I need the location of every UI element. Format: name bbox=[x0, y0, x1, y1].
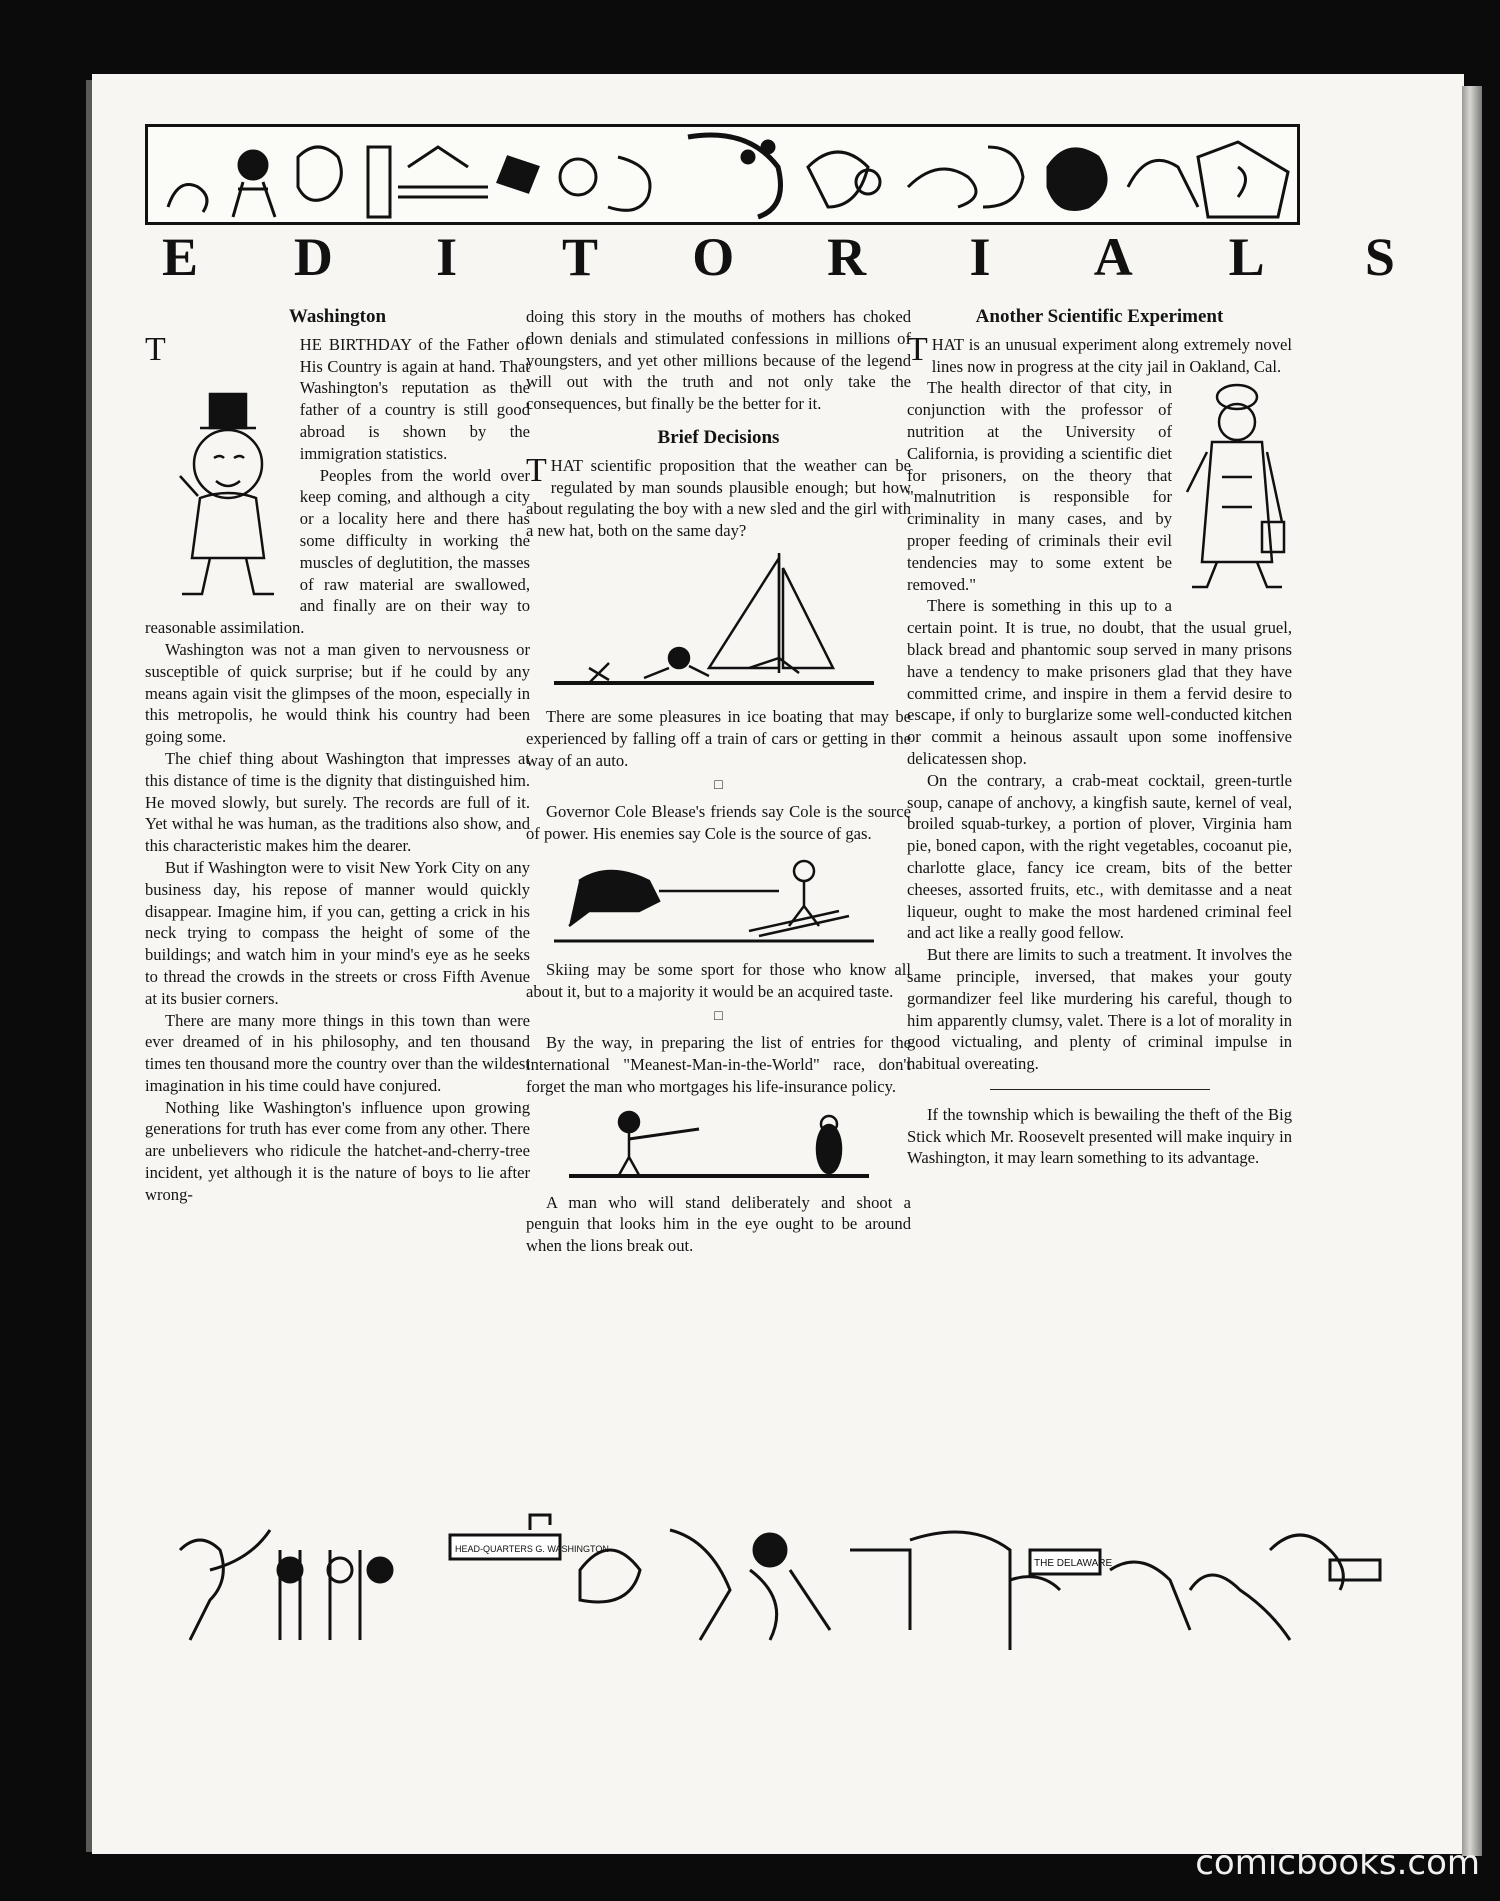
delaware-sign: THE DELAWARE bbox=[1034, 1558, 1113, 1569]
drop-cap: T bbox=[526, 451, 547, 489]
page-gutter bbox=[1462, 86, 1482, 1856]
article-paragraph: There is something in this up to a certain point. It is true, no doubt, that the usual gruel, black bread and phantomic soup served in many prisons have a tendency to make prisoners glad that they have committed crime, and inspire in them a fervid desire to escape, if only to burglarize some well-conducted kitchen or commit a heinous assault upon some inoffensive delicatessen shop. bbox=[907, 596, 1292, 768]
article-paragraph: doing this story in the mouths of mothers has choked down denials and stimulated confessions in millions of youngsters, and yet other millions because of the legend will out with the truth and not only take the consequences, but finally be the better for it. bbox=[526, 307, 911, 414]
cartoon-banner bbox=[145, 124, 1300, 225]
article-paragraph: The health director of that city, in conjunction with the professor of nutrition at the University of California, is providing a scientific diet for prisoners, on the theory that "malnutrition is responsible for criminality in many cases, and by proper feeding of criminals their evil tendencies may to some extent be removed." bbox=[907, 377, 1292, 595]
section-separator: □ bbox=[714, 1009, 723, 1025]
article-paragraph: Peoples from the world over keep coming, and although a city or a locality here and there has some difficulty in working the muscles of deglutition, the masses of raw material are swallowed, and finally are on their way to reasonable assimilation. bbox=[145, 465, 530, 638]
article-title-washington: Washington bbox=[288, 306, 387, 327]
masthead-editorials bbox=[150, 226, 1410, 288]
masthead-letter: D bbox=[293, 227, 333, 287]
column-washington bbox=[145, 306, 530, 1206]
masthead-letter: I bbox=[969, 227, 991, 287]
article-paragraph: Governor Cole Blease's friends say Cole is the source of power. His enemies say Cole is the source of gas. bbox=[526, 802, 911, 843]
article-title-brief-decisions: Brief Decisions bbox=[657, 426, 780, 448]
drop-cap: T bbox=[145, 330, 166, 368]
masthead-letter: A bbox=[1093, 227, 1133, 287]
masthead-letter: I bbox=[436, 227, 458, 287]
article-paragraph: On the contrary, a crab-meat cocktail, green-turtle soup, canape of anchovy, a kingfish saute, kernel of veal, broiled squab-turkey, a portion of plover, Virginia ham pie, boned capon, with the right vegetables, cocoanut pie, charlotte glace, fancy ice cream, bits of the better cheeses, assorted fruits, etc., with demitasse and a neat liqueur, ought to make the most hardened criminal feel and act like a really good fellow. bbox=[907, 770, 1292, 943]
section-separator: □ bbox=[714, 778, 723, 794]
banner-illustration bbox=[148, 127, 1297, 222]
site-watermark: comicbooks.com bbox=[1195, 1843, 1480, 1883]
drop-cap: T bbox=[907, 330, 928, 368]
section-rule bbox=[990, 1089, 1210, 1090]
column-scientific-experiment bbox=[907, 306, 1292, 1169]
masthead-letter: T bbox=[561, 227, 598, 287]
article-paragraph: Skiing may be some sport for those who know all about it, but to a majority it would be an acquired taste. bbox=[526, 959, 911, 1001]
article-paragraph: THAT scientific proposition that the weather can be regulated by man sounds plausible enough; but how about regulating the boy with a new sled and the girl with a new hat, both on the same day? bbox=[526, 451, 911, 541]
masthead-letter: E bbox=[161, 227, 199, 287]
masthead-letter: O bbox=[692, 227, 735, 287]
footer-cartoon-illustration bbox=[150, 1510, 1400, 1660]
article-paragraph: If the township which is bewailing the theft of the Big Stick which Mr. Roosevelt presented will make inquiry in Washington, it may learn something to its advantage. bbox=[907, 1104, 1292, 1168]
article-paragraph: There are many more things in this town than were ever dreamed of in his philosophy, and ten thousand times ten thousand more the country over than the wildest imagination in his time could have conjured. bbox=[145, 1010, 530, 1095]
penguin-hunter-illustration bbox=[549, 1104, 889, 1184]
masthead-letter: R bbox=[827, 227, 867, 287]
horse-skier-illustration bbox=[549, 851, 889, 951]
article-paragraph: Washington was not a man given to nervousness or susceptible of quick surprise; but if he could by any means again visit the glimpses of the moon, especially in this metropolis, he would think his country had been going some. bbox=[145, 639, 530, 747]
article-paragraph: Nothing like Washington's influence upon growing generations for truth has ever come from any other. There are unbelievers who ridicule the hatchet-and-cherry-tree incident, yet although it is the nature of boys to lie after wrong- bbox=[145, 1097, 530, 1204]
article-paragraph: A man who will stand deliberately and shoot a penguin that looks him in the eye ought to be around when the lions break out. bbox=[526, 1192, 911, 1256]
headquarters-sign: HEAD-QUARTERS G. WASHINGTON bbox=[455, 1544, 609, 1554]
article-paragraph: The chief thing about Washington that impresses at this distance of time is the dignity that distinguished him. He moved slowly, but surely. The records are full of it. Yet withal he was human, as the traditions also show, and this characteristic makes him the dearer. bbox=[145, 748, 530, 856]
article-paragraph: THAT is an unusual experiment along extremely novel lines now in progress at the city jail in Oakland, Cal. bbox=[907, 330, 1292, 376]
article-paragraph: But there are limits to such a treatment. It involves the same principle, inversed, that makes your gouty gormandizer feel like murdering his careful, though to him apparently clumsy, valet. There is a lot of morality in good victualing, and plenty of criminal impulse in habitual overeating. bbox=[907, 945, 1292, 1074]
column-brief-decisions bbox=[526, 306, 911, 1257]
article-title-experiment: Another Scientific Experiment bbox=[975, 306, 1224, 327]
article-paragraph: There are some pleasures in ice boating that may be experienced by falling off a train of cars or getting in the way of an auto. bbox=[526, 706, 911, 770]
article-paragraph: T HE BIRTHDAY of the Father of His Country is again at hand. That Washington's reputation as the father of a country is still good abroad is shown by the immigration statistics. bbox=[145, 334, 530, 465]
cook-illustration bbox=[1182, 377, 1292, 597]
masthead-letter: L bbox=[1228, 227, 1265, 287]
masthead-letter: S bbox=[1364, 227, 1395, 287]
article-paragraph: By the way, in preparing the list of entries for the international "Meanest-Man-in-the-World" race, don't forget the man who mortgages his life-insurance policy. bbox=[526, 1033, 911, 1096]
article-paragraph: But if Washington were to visit New York City on any business day, his repose of manner would quickly disappear. Imagine him, if you can, getting a crick in his neck trying to compass the height of some of the buildings; and watch him in your mind's eye as he seeks to thread the crowds in the streets or cross Fifth Avenue at its busier corners. bbox=[145, 857, 530, 1008]
ice-boat-illustration bbox=[549, 548, 889, 698]
top-hat-man-illustration bbox=[170, 386, 290, 606]
